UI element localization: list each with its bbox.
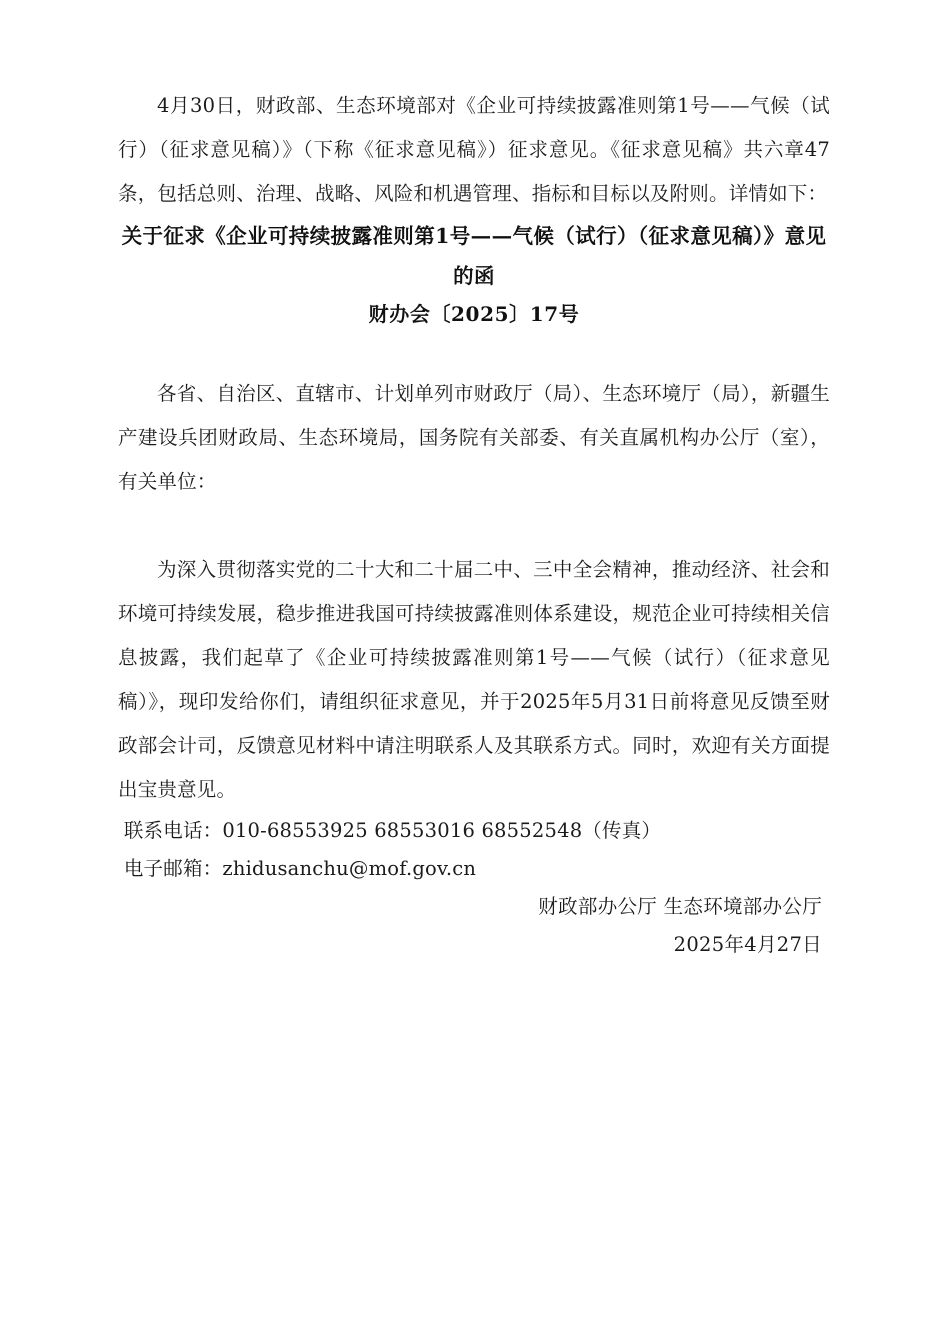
contact-email-line: 电子邮箱：zhidusanchu@mof.gov.cn <box>123 857 477 880</box>
document-date: 2025年4月27日 <box>673 933 822 956</box>
document-number: 财办会〔2025〕17号 <box>368 302 580 326</box>
body-paragraph: 为深入贯彻落实党的二十大和二十届二中、三中全会精神，推动经济、社会和环境可持续发展，稳步推进我国可持续披露准则体系建设，规范企业可持续相关信息披露，我们起草了《企业可持续披露准则第1号——气候（试行）（征求意见稿）》，现印发给你们，请组织征求意见，并于2025年5月31日前将意见反馈至财政部会计司，反馈意见材料中请注明联系人及其联系方式。同时，欢迎有关方面提出宝贵意见。 <box>118 558 830 801</box>
lead-paragraph: 4月30日，财政部、生态环境部对《企业可持续披露准则第1号——气候（试行）（征求意见稿）》（下称《征求意见稿》）征求意见。《征求意见稿》共六章47条，包括总则、治理、战略、风险和机遇管理、指标和目标以及附则。详情如下： <box>118 94 830 205</box>
document-content <box>118 84 830 964</box>
recipient-list: 各省、自治区、直辖市、计划单列市财政厅（局）、生态环境厅（局），新疆生产建设兵团财政局、生态环境局，国务院有关部委、有关直属机构办公厅（室），有关单位： <box>118 382 830 493</box>
contact-phone-line: 联系电话：010-68553925 68553016 68552548（传真） <box>123 819 662 842</box>
signature-line: 财政部办公厅 生态环境部办公厅 <box>538 895 822 918</box>
document-title: 关于征求《企业可持续披露准则第1号——气候（试行）（征求意见稿）》意见的函 <box>121 224 827 288</box>
